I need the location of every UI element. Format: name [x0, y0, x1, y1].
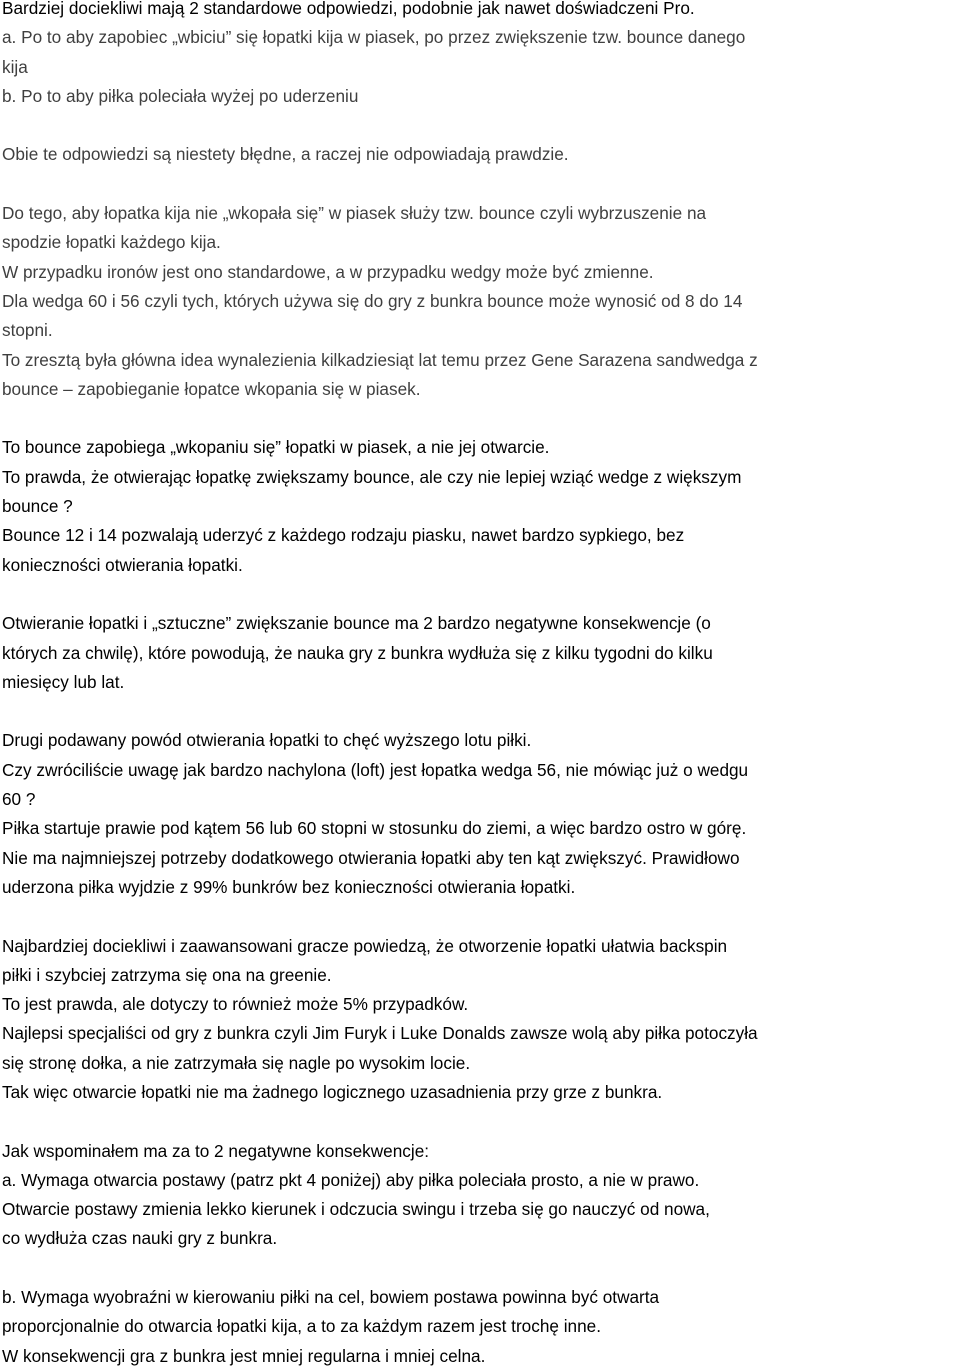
- text-line: Jak wspominałem ma za to 2 negatywne konsekwencje:: [2, 1140, 430, 1161]
- text-line: się stronę dołka, a nie zatrzymała się nagle po wysokim locie.: [2, 1052, 471, 1073]
- text-line: Bounce 12 i 14 pozwalają uderzyć z każdego rodzaju piasku, nawet bardzo sypkiego, bez: [2, 525, 685, 546]
- text-line: bounce – zapobieganie łopatce wkopania się w piasek.: [2, 378, 421, 399]
- text-line: 60 ?: [2, 789, 36, 810]
- text-line: Najbardziej dociekliwi i zaawansowani gracze powiedzą, że otworzenie łopatki ułatwia backspin: [2, 935, 728, 956]
- text-line: a. Po to aby zapobiec „wbiciu” się łopatki kija w piasek, po przez zwiększenie tzw. bounce danego: [2, 27, 746, 48]
- text-line: stopni.: [2, 320, 53, 341]
- text-line: Do tego, aby łopatka kija nie „wkopała się” w piasek służy tzw. bounce czyli wybrzuszenie na: [2, 203, 707, 224]
- text-line: Bardziej dociekliwi mają 2 standardowe odpowiedzi, podobnie jak nawet doświadczeni Pro.: [2, 0, 695, 18]
- text-line: Dla wedga 60 i 56 czyli tych, których używa się do gry z bunkra bounce może wynosić od 8 do 14: [2, 290, 743, 311]
- text-line: kija: [2, 56, 28, 77]
- text-line: To prawda, że otwierając łopatkę zwiększamy bounce, ale czy nie lepiej wziąć wedge z większym: [2, 466, 742, 487]
- text-line: Obie te odpowiedzi są niestety błędne, a raczej nie odpowiadają prawdzie.: [2, 144, 569, 165]
- blank-line: [2, 697, 958, 726]
- text-line: Nie ma najmniejszej potrzeby dodatkowego otwierania łopatki aby ten kąt zwiększyć. Prawidłowo: [2, 847, 740, 868]
- text-line: bounce ?: [2, 496, 73, 517]
- text-line: proporcjonalnie do otwarcia łopatki kija, a to za każdym razem jest trochę inne.: [2, 1316, 601, 1337]
- text-line: W przypadku ironów jest ono standardowe, a w przypadku wedgy może być zmienne.: [2, 261, 654, 282]
- text-line: To jest prawda, ale dotyczy to również może 5% przypadków.: [2, 994, 469, 1015]
- blank-line: [2, 111, 958, 140]
- blank-line: [2, 1254, 958, 1283]
- text-line: których za chwilę), które powodują, że nauka gry z bunkra wydłuża się z kilku tygodni do kilku: [2, 642, 713, 663]
- blank-line: [2, 404, 958, 433]
- text-line: spodzie łopatki każdego kija.: [2, 232, 221, 253]
- text-line: b. Wymaga wyobraźni w kierowaniu piłki na cel, bowiem postawa powinna być otwarta: [2, 1287, 660, 1308]
- text-line: a. Wymaga otwarcia postawy (patrz pkt 4 poniżej) aby piłka poleciała prosto, a nie w prawo.: [2, 1169, 700, 1190]
- text-line: Drugi podawany powód otwierania łopatki to chęć wyższego lotu piłki.: [2, 730, 532, 751]
- text-line: To bounce zapobiega „wkopaniu się” łopatki w piasek, a nie jej otwarcie.: [2, 437, 550, 458]
- blank-line: [2, 902, 958, 931]
- text-line: piłki i szybciej zatrzyma się ona na greenie.: [2, 964, 332, 985]
- text-line: b. Po to aby piłka poleciała wyżej po uderzeniu: [2, 85, 359, 106]
- text-line: To zresztą była główna idea wynalezienia kilkadziesiąt lat temu przez Gene Sarazena sandwedga z: [2, 349, 758, 370]
- blank-line: [2, 170, 958, 199]
- text-line: co wydłuża czas nauki gry z bunkra.: [2, 1228, 278, 1249]
- text-line: Czy zwróciliście uwagę jak bardzo nachylona (loft) jest łopatka wedga 56, nie mówiąc już o wedgu: [2, 759, 749, 780]
- text-line: Otwarcie postawy zmienia lekko kierunek i odczucia swingu i trzeba się go nauczyć od nowa,: [2, 1199, 710, 1220]
- text-line: Otwieranie łopatki i „sztuczne” zwiększanie bounce ma 2 bardzo negatywne konsekwencje (o: [2, 613, 711, 634]
- text-line: konieczności otwierania łopatki.: [2, 554, 243, 575]
- text-line: Piłka startuje prawie pod kątem 56 lub 60 stopni w stosunku do ziemi, a więc bardzo ostro w górę.: [2, 818, 747, 839]
- blank-line: [2, 580, 958, 609]
- text-line: Najlepsi specjaliści od gry z bunkra czyli Jim Furyk i Luke Donalds zawsze wolą aby piłka potoczyła: [2, 1023, 758, 1044]
- text-line: miesięcy lub lat.: [2, 671, 125, 692]
- text-line: W konsekwencji gra z bunkra jest mniej regularna i mniej celna.: [2, 1345, 486, 1366]
- text-line: Tak więc otwarcie łopatki nie ma żadnego logicznego uzasadnienia przy grze z bunkra.: [2, 1081, 663, 1102]
- blank-line: [2, 1107, 958, 1136]
- text-line: uderzona piłka wyjdzie z 99% bunkrów bez konieczności otwierania łopatki.: [2, 876, 576, 897]
